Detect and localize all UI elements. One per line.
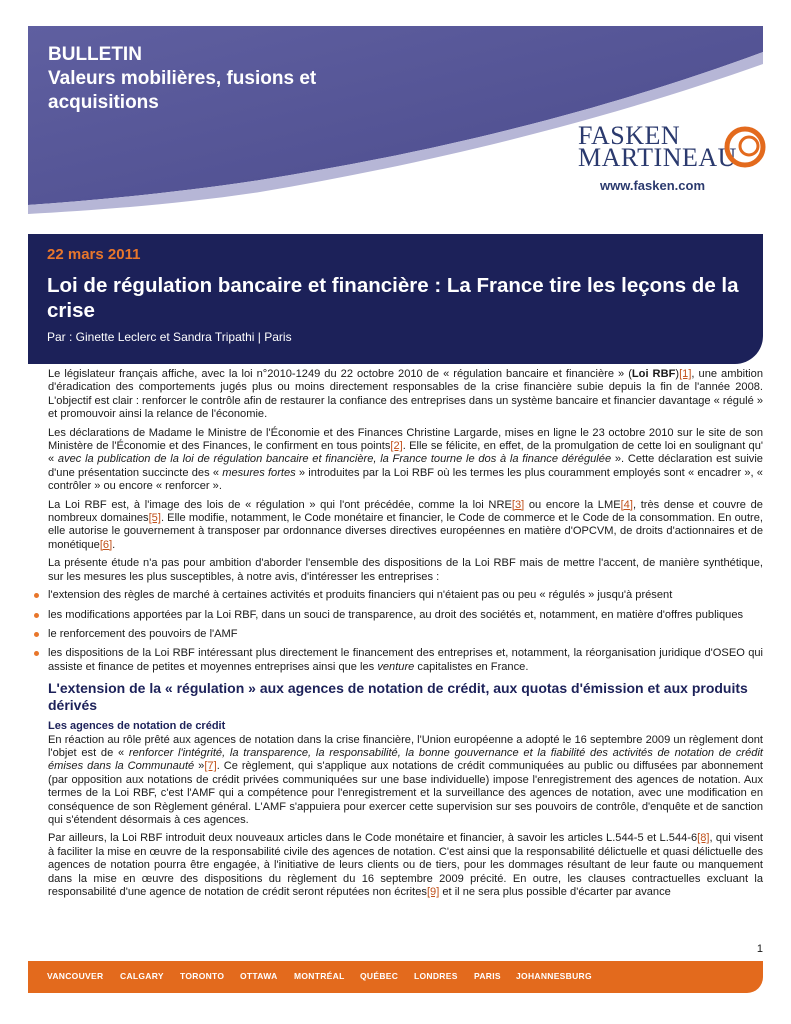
footer-city: JOHANNESBURG [516, 971, 592, 981]
bullet-icon [34, 651, 39, 656]
bulletin-subtitle-line2: acquisitions [48, 92, 159, 113]
text: les dispositions de la Loi RBF intéressant plus directement le financement des entreprises et, notamment, la réorganisation juridique d'OSEO qui assiste et finance de petites et moyennes entreprises ainsi que les [48, 647, 763, 673]
text: capitalistes en France. [414, 660, 529, 673]
footer-city: PARIS [474, 971, 501, 981]
footnote-link-2[interactable]: [2] [390, 440, 403, 453]
footer-bar [28, 961, 763, 993]
bullet-icon [34, 613, 39, 618]
text: , une ambition d'éradication des comportements jugés plus ou moins directement responsables de la crise financière subie depuis la fin de l'année 2008. L'objectif est clair : renforcer le contrôle afin de restaurer la confiance des entreprises dans un système bancaire et financier davantage « régulé » et promouvoir ainsi la relance de l'économie. [48, 368, 763, 421]
text: Les déclarations de Madame le Ministre de l'Économie et des Finances Christine Largarde, mises en ligne le 23 octobre 2010 sur le site de son Ministère de l'Économie et des Finances, le confirment en tous points [48, 426, 763, 453]
text: ou encore la LME [524, 498, 621, 511]
article-title: Loi de régulation bancaire et financière : La France tire les leçons de la crise [47, 274, 739, 322]
text: » introduites par la Loi RBF où les termes les plus couramment employés sont « encadrer », « contrôler » ou encore « renforcer ». [48, 466, 763, 493]
footnote-link-1[interactable]: [1] [679, 368, 692, 380]
footer-city: LONDRES [414, 971, 458, 981]
page-number: 1 [756, 943, 763, 955]
text: La Loi RBF est, à l'image des lois de « régulation » qui l'ont précédée, comme la loi NRE [48, 498, 512, 511]
quote-italic: mesures fortes [222, 466, 296, 479]
footer-city: CALGARY [120, 971, 164, 981]
paragraph-purpose: La présente étude n'a pas pour ambition d'aborder l'ensemble des dispositions de la Loi RBF mais de mettre l'accent, de manière synthétique, sur les mesures les plus susceptibles, à notre avis, d'intéresser les entreprises : [48, 557, 763, 583]
list-item [48, 647, 763, 674]
footer-city: OTTAWA [240, 971, 278, 981]
section-heading: L'extension de la « régulation » aux agences de notation de crédit, aux quotas d'émission et aux produits dérivés [48, 680, 748, 714]
topics-list [48, 589, 763, 674]
footnote-link-3[interactable]: [3] [511, 498, 525, 511]
text: Le législateur français affiche, avec la loi n°2010-1249 du 22 octobre 2010 de « régulation bancaire et financière » ( [48, 368, 632, 380]
quote-italic: renforcer l'intégrité, la transparence, la responsabilité, la bonne gouvernance et la fiabilité des activités de notation de crédit émises dans la Communauté [48, 746, 763, 773]
text: , très dense et couvre de nombreux domaines [48, 498, 763, 525]
article-body [48, 368, 763, 904]
footnote-link-6[interactable]: [6] [99, 538, 113, 551]
text: . Elle modifie, notamment, le Code monétaire et financier, le Code de commerce et le Code de la consommation. En outre, elle autorise le gouvernement à transposer par ordonnance diverses directives européennes en matière d'OPCVM, de droits d'actionnaires et de monétique [48, 512, 764, 551]
logo-swirl-icon [722, 124, 768, 170]
text-italic: venture [377, 660, 415, 673]
text: , qui visent à faciliter la mise en œuvre de la responsabilité civile des agences de notation. C'est ainsi que la responsabilité délictuelle et quasi délictuelle des agences de notation pourra être engagée, à l'initiative de leurs clients ou de tiers, pour les dommages résultant de leur faute ou manquement dans la mise en œuvre des dispositions du règlement du 16 septembre 2009 précité. En outre, les clauses contractuelles excluant la responsabilité d'une agence de notation de crédit seront réputées non écrites [48, 832, 764, 898]
title-banner [28, 234, 763, 364]
subsection-heading: Les agences de notation de crédit [48, 720, 226, 733]
footer-city: VANCOUVER [47, 971, 104, 981]
bullet-icon [34, 593, 39, 598]
footnote-link-8[interactable]: [8] [697, 832, 710, 845]
paragraph-minister [48, 427, 763, 494]
text: . [112, 538, 116, 551]
footnote-link-4[interactable]: [4] [620, 498, 633, 511]
text-bold: Loi RBF [631, 368, 676, 380]
footnote-link-9[interactable]: [9] [426, 886, 440, 898]
text: Par ailleurs, la Loi RBF introduit deux nouveaux articles dans le Code monétaire et financier, à savoir les articles L.544-5 et L.544-6 [48, 832, 698, 845]
bulletin-subtitle-line1: Valeurs mobilières, fusions et [48, 68, 317, 89]
text: le renforcement des pouvoirs de l'AMF [48, 627, 238, 640]
list-item [48, 609, 763, 622]
list-item [48, 589, 763, 602]
footer-city: TORONTO [180, 971, 225, 981]
text: les modifications apportées par la Loi RBF, dans un souci de transparence, au droit des sociétés et, notamment, en matière d'offres publiques [48, 608, 744, 621]
logo-word-fasken: FASKEN [578, 121, 681, 150]
text: . Elle se félicite, en effet, de la promulgation de cette loi en soulignant qu' « [48, 440, 763, 466]
publication-date: 22 mars 2011 [47, 246, 141, 263]
paragraph-liability [48, 832, 763, 899]
footnote-link-7[interactable]: [7] [204, 760, 217, 773]
text: ) [675, 368, 680, 380]
footer-city: MONTRÉAL [294, 971, 345, 981]
text: » [194, 760, 205, 773]
footer-city: QUÉBEC [360, 971, 399, 981]
list-item [48, 628, 763, 641]
paragraph-rating-agencies [48, 734, 763, 828]
footnote-link-5[interactable]: [5] [148, 512, 161, 525]
text: et il ne sera plus possible d'écarter par avance [439, 886, 671, 898]
bulletin-label: BULLETIN [48, 44, 142, 65]
bullet-icon [34, 632, 39, 637]
article-authors: Par : Ginette Leclerc et Sandra Tripathi | Paris [47, 330, 292, 344]
text: l'extension des règles de marché à certaines activités et produits financiers qui n'étaient pas ou peu « régulés » jusqu'à présent [48, 589, 673, 602]
paragraph-scope [48, 499, 763, 553]
quote-italic: avec la publication de la loi de régulation bancaire et financière, la France tourne le dos à la finance dérégulée [57, 453, 612, 466]
website-link[interactable]: www.fasken.com [600, 178, 705, 193]
text: ». Cette déclaration est suivie d'une présentation succincte des « [48, 453, 763, 479]
logo-word-martineau: MARTINEAU [578, 143, 737, 172]
text: . Ce règlement, qui s'applique aux notations de crédit communiquées au public ou diffusées par abonnement (par opposition aux notations de crédit privées communiquées sur une base individuelle) impose l'enregistrement des agences de notation. Aux termes de la Loi RBF, c'est l'AMF qui a compétence pour l'enregistrement et la surveillance des agences de notation, avec une modification en conséquence de son Règlement général. L'AMF s'appuiera pour exercer cette supervision sur ses pouvoirs de contrôle, d'enquête et de sanction qui s'étendent désormais à ces agences. [48, 760, 763, 826]
text: En réaction au rôle prêté aux agences de notation dans la crise financière, l'Union européenne a adopté le 16 septembre 2009 un règlement dont l'objet est de « [48, 733, 763, 759]
paragraph-intro [48, 368, 763, 422]
